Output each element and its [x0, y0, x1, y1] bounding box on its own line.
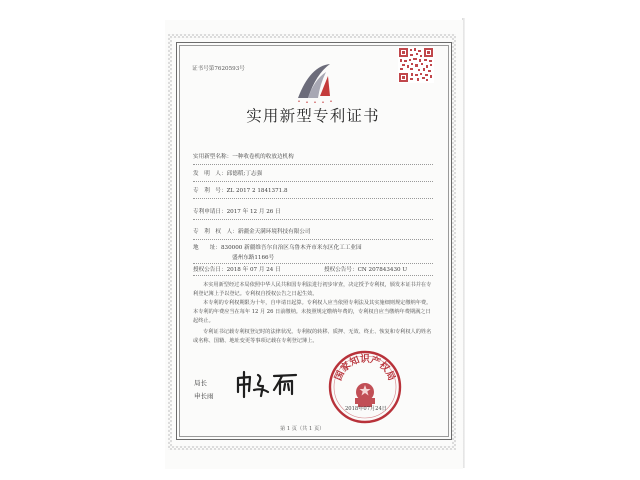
- body-paragraph: 专利证书记载专利权登记时的法律状况。专利权的转移、质押、无效、终止、恢复和专利权人的姓名或名称、国籍、地址变更等事项记载在专利登记簿上。: [193, 329, 432, 344]
- body-paragraph: 本实用新型经过本局依照中华人民共和国专利法进行初步审查，决定授予专利权，颁发本证书并在专利登记簿上予以登记。专利权自授权公告之日起生效。: [193, 282, 432, 297]
- page-footer: 第 1 页（共 1 页）: [280, 426, 325, 432]
- field-patentee: 专 利 权 人：新疆金天满环境科技有限公司: [193, 229, 311, 235]
- field-label: 地 址: [193, 245, 216, 251]
- field-value: 一种收卷机的收放边机构: [232, 154, 294, 160]
- certificate-body: [193, 281, 435, 346]
- field-value: CN 207843430 U: [357, 267, 408, 273]
- field-label: 发 明 人: [193, 171, 221, 177]
- field-address: 地 址：830000 新疆维吾尔自治区乌鲁木齐市米东区化工工业园: [193, 245, 362, 251]
- field-value: 2017 年 12 月 26 日: [226, 209, 281, 215]
- field-value: 830000 新疆维吾尔自治区乌鲁木齐市米东区化工工业园: [221, 245, 362, 251]
- dotted-divider: [193, 164, 433, 165]
- signature-title-name: 申长雨: [194, 392, 214, 400]
- dotted-divider: [193, 239, 433, 240]
- field-label: 授权公告日: [193, 267, 221, 273]
- dotted-divider: [193, 219, 433, 220]
- field-label: 专 利 权 人: [193, 229, 233, 235]
- field-label: 实用新型名称: [193, 154, 227, 160]
- field-address-line2: 盛州东路1166号: [232, 255, 275, 261]
- field-announce-date: 授权公告日：2018 年 07 月 24 日: [193, 267, 281, 273]
- dotted-divider: [193, 275, 433, 276]
- dotted-divider: [193, 181, 433, 182]
- field-application-date: 专利申请日：2017 年 12 月 26 日: [193, 209, 281, 215]
- official-seal-icon: [328, 350, 402, 424]
- dotted-divider: [193, 263, 433, 264]
- seal-date: 2018年07月24日: [345, 406, 387, 412]
- signature-title-director: 局长: [194, 379, 207, 387]
- field-inventor: 发 明 人：邱德稻;丁志强: [193, 171, 263, 177]
- cert-number: 证书号第7620593号: [192, 66, 245, 72]
- field-label: 专 利 号: [193, 188, 221, 194]
- field-label: 授权公告号: [324, 267, 352, 273]
- dotted-divider: [193, 198, 433, 199]
- qr-code-icon: [398, 47, 434, 83]
- svg-text:国家知识产权局: 国家知识产权局: [332, 354, 398, 383]
- field-label: 专利申请日: [193, 209, 221, 215]
- cnipa-logo-icon: [292, 62, 336, 104]
- field-value: 邱德稻;丁志强: [226, 171, 263, 177]
- field-patent-number: 专 利 号：ZL 2017 2 1841371.8: [193, 188, 288, 194]
- handwritten-signature: [232, 368, 304, 400]
- field-announce-number: 授权公告号：CN 207843430 U: [324, 267, 408, 273]
- body-paragraph: 本专利的专利权期限为十年，自申请日起算。专利权人应当依照专利法及其实施细则规定缴纳年费。本专利的年费应当在每年 12 月 26 日前缴纳。未按照规定缴纳年费的，专利权自应当缴纳年费期满之日起终止。: [193, 300, 432, 324]
- field-value: 2018 年 07 月 24 日: [226, 267, 281, 273]
- certificate-title: 实用新型专利证书: [246, 107, 380, 125]
- field-value: 新疆金天满环境科技有限公司: [237, 229, 311, 235]
- field-value: ZL 2017 2 1841371.8: [226, 188, 288, 194]
- field-utility-model-name: 实用新型名称：一种收卷机的收放边机构: [193, 154, 294, 160]
